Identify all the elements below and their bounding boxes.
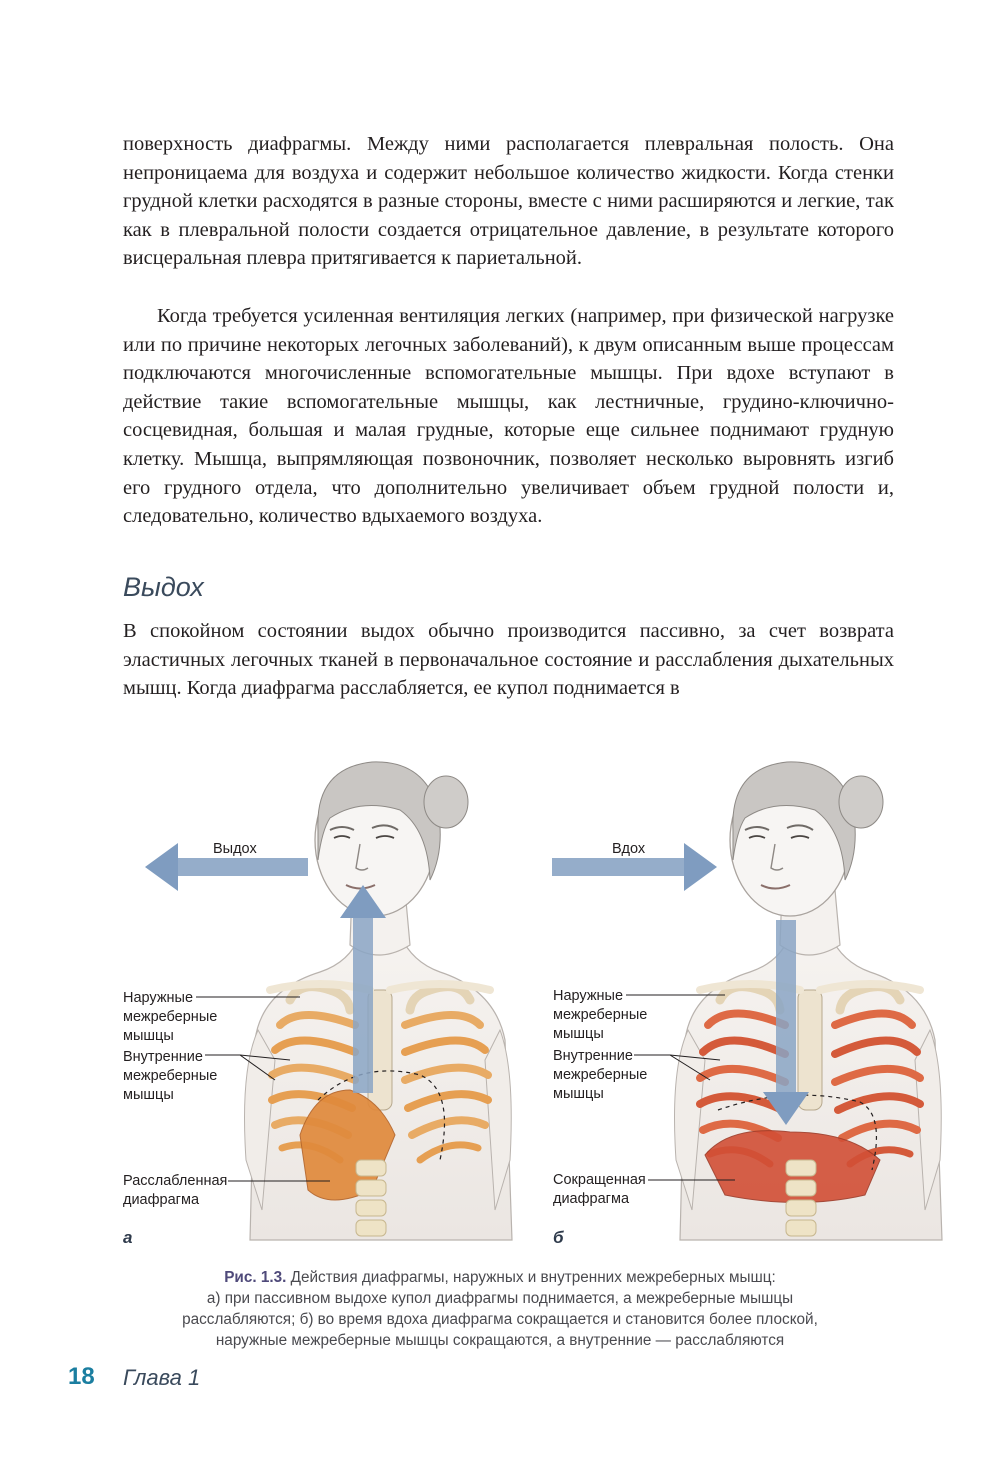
panel-b bbox=[552, 762, 942, 1247]
label-diaphragm-a: Расслабленная диафрагма bbox=[123, 1173, 228, 1208]
figure-caption bbox=[130, 1267, 870, 1351]
label-external-b: Наружные межреберные мышцы bbox=[553, 988, 648, 1042]
hair-bun-a bbox=[424, 776, 468, 828]
section-heading: Выдох bbox=[123, 572, 204, 602]
caption-title: Рис. 1.3. bbox=[224, 1269, 287, 1286]
arrow-inhale-label: Вдох bbox=[612, 841, 646, 857]
chapter-title: Глава 1 bbox=[123, 1365, 201, 1390]
paragraph-exhale: В спокойном состоянии выдох обычно производится пассивно, за счет возврата эластичных легочных тканей в первоначальное состояние и расслабления дыхательных мышц. Когда диафрагма расслабляется, ее купол поднимается в bbox=[123, 620, 894, 700]
caption-text-1: Действия диафрагмы, наружных и внутренних межреберных мышц: bbox=[290, 1269, 776, 1286]
caption-line-3: расслабляются; б) во время вдоха диафрагма сокращается и становится более плоской, bbox=[182, 1311, 818, 1328]
label-internal-a: Внутренние межреберные мышцы bbox=[123, 1049, 218, 1103]
label-internal-b: Внутренние межреберные мышцы bbox=[553, 1048, 648, 1102]
figure-diaphragm-illustration bbox=[0, 740, 1000, 1260]
panel-letter-a: а bbox=[123, 1228, 133, 1247]
label-external-a: Наружные межреберные мышцы bbox=[123, 990, 218, 1044]
caption-line-2: а) при пассивном выдохе купол диафрагмы поднимается, а межреберные мышцы bbox=[206, 1290, 794, 1307]
panel-letter-b: б bbox=[553, 1228, 564, 1247]
hair-bun-b bbox=[839, 776, 883, 828]
arrow-exhale-label: Выдох bbox=[213, 841, 257, 857]
paragraph-accessory-muscles: Когда требуется усиленная вентиляция легких (например, при физической нагрузке или по причине некоторых легочных заболеваний), к двум описанным выше процессам подключаются многочисленные вспомогательные мышцы. При вдохе вступают в действие такие вспомогательные мышцы, как лестничные, грудино-ключично-сосцевидная, большая и малая грудные, которые еще сильнее поднимают грудную клетку. Мышца, выпрямляющая позвоночник, позволяет несколько выровнять изгиб его грудного отдела, что дополнительно увеличивает объем грудной полости и, следовательно, количество вдыхаемого воздуха. bbox=[123, 305, 894, 528]
label-diaphragm-b: Сокращенная диафрагма bbox=[553, 1172, 646, 1207]
page-number: 18 bbox=[68, 1363, 95, 1390]
caption-line-1 bbox=[130, 1267, 870, 1288]
caption-line-4: наружные межреберные мышцы сокращаются, а внутренние — расслабляются bbox=[215, 1332, 785, 1349]
panel-a bbox=[123, 762, 512, 1247]
paragraph-continuation: поверхность диафрагмы. Между ними располагается плевральная полость. Она непроницаема для воздуха и содержит небольшое количество жидкости. Когда стенки грудной клетки расходятся в разные стороны, вместе с ними расширяются и легкие, так как в плевральной полости создается отрицательное давление, в результате которого висцеральная плевра притягивается к париетальной. bbox=[123, 133, 894, 270]
